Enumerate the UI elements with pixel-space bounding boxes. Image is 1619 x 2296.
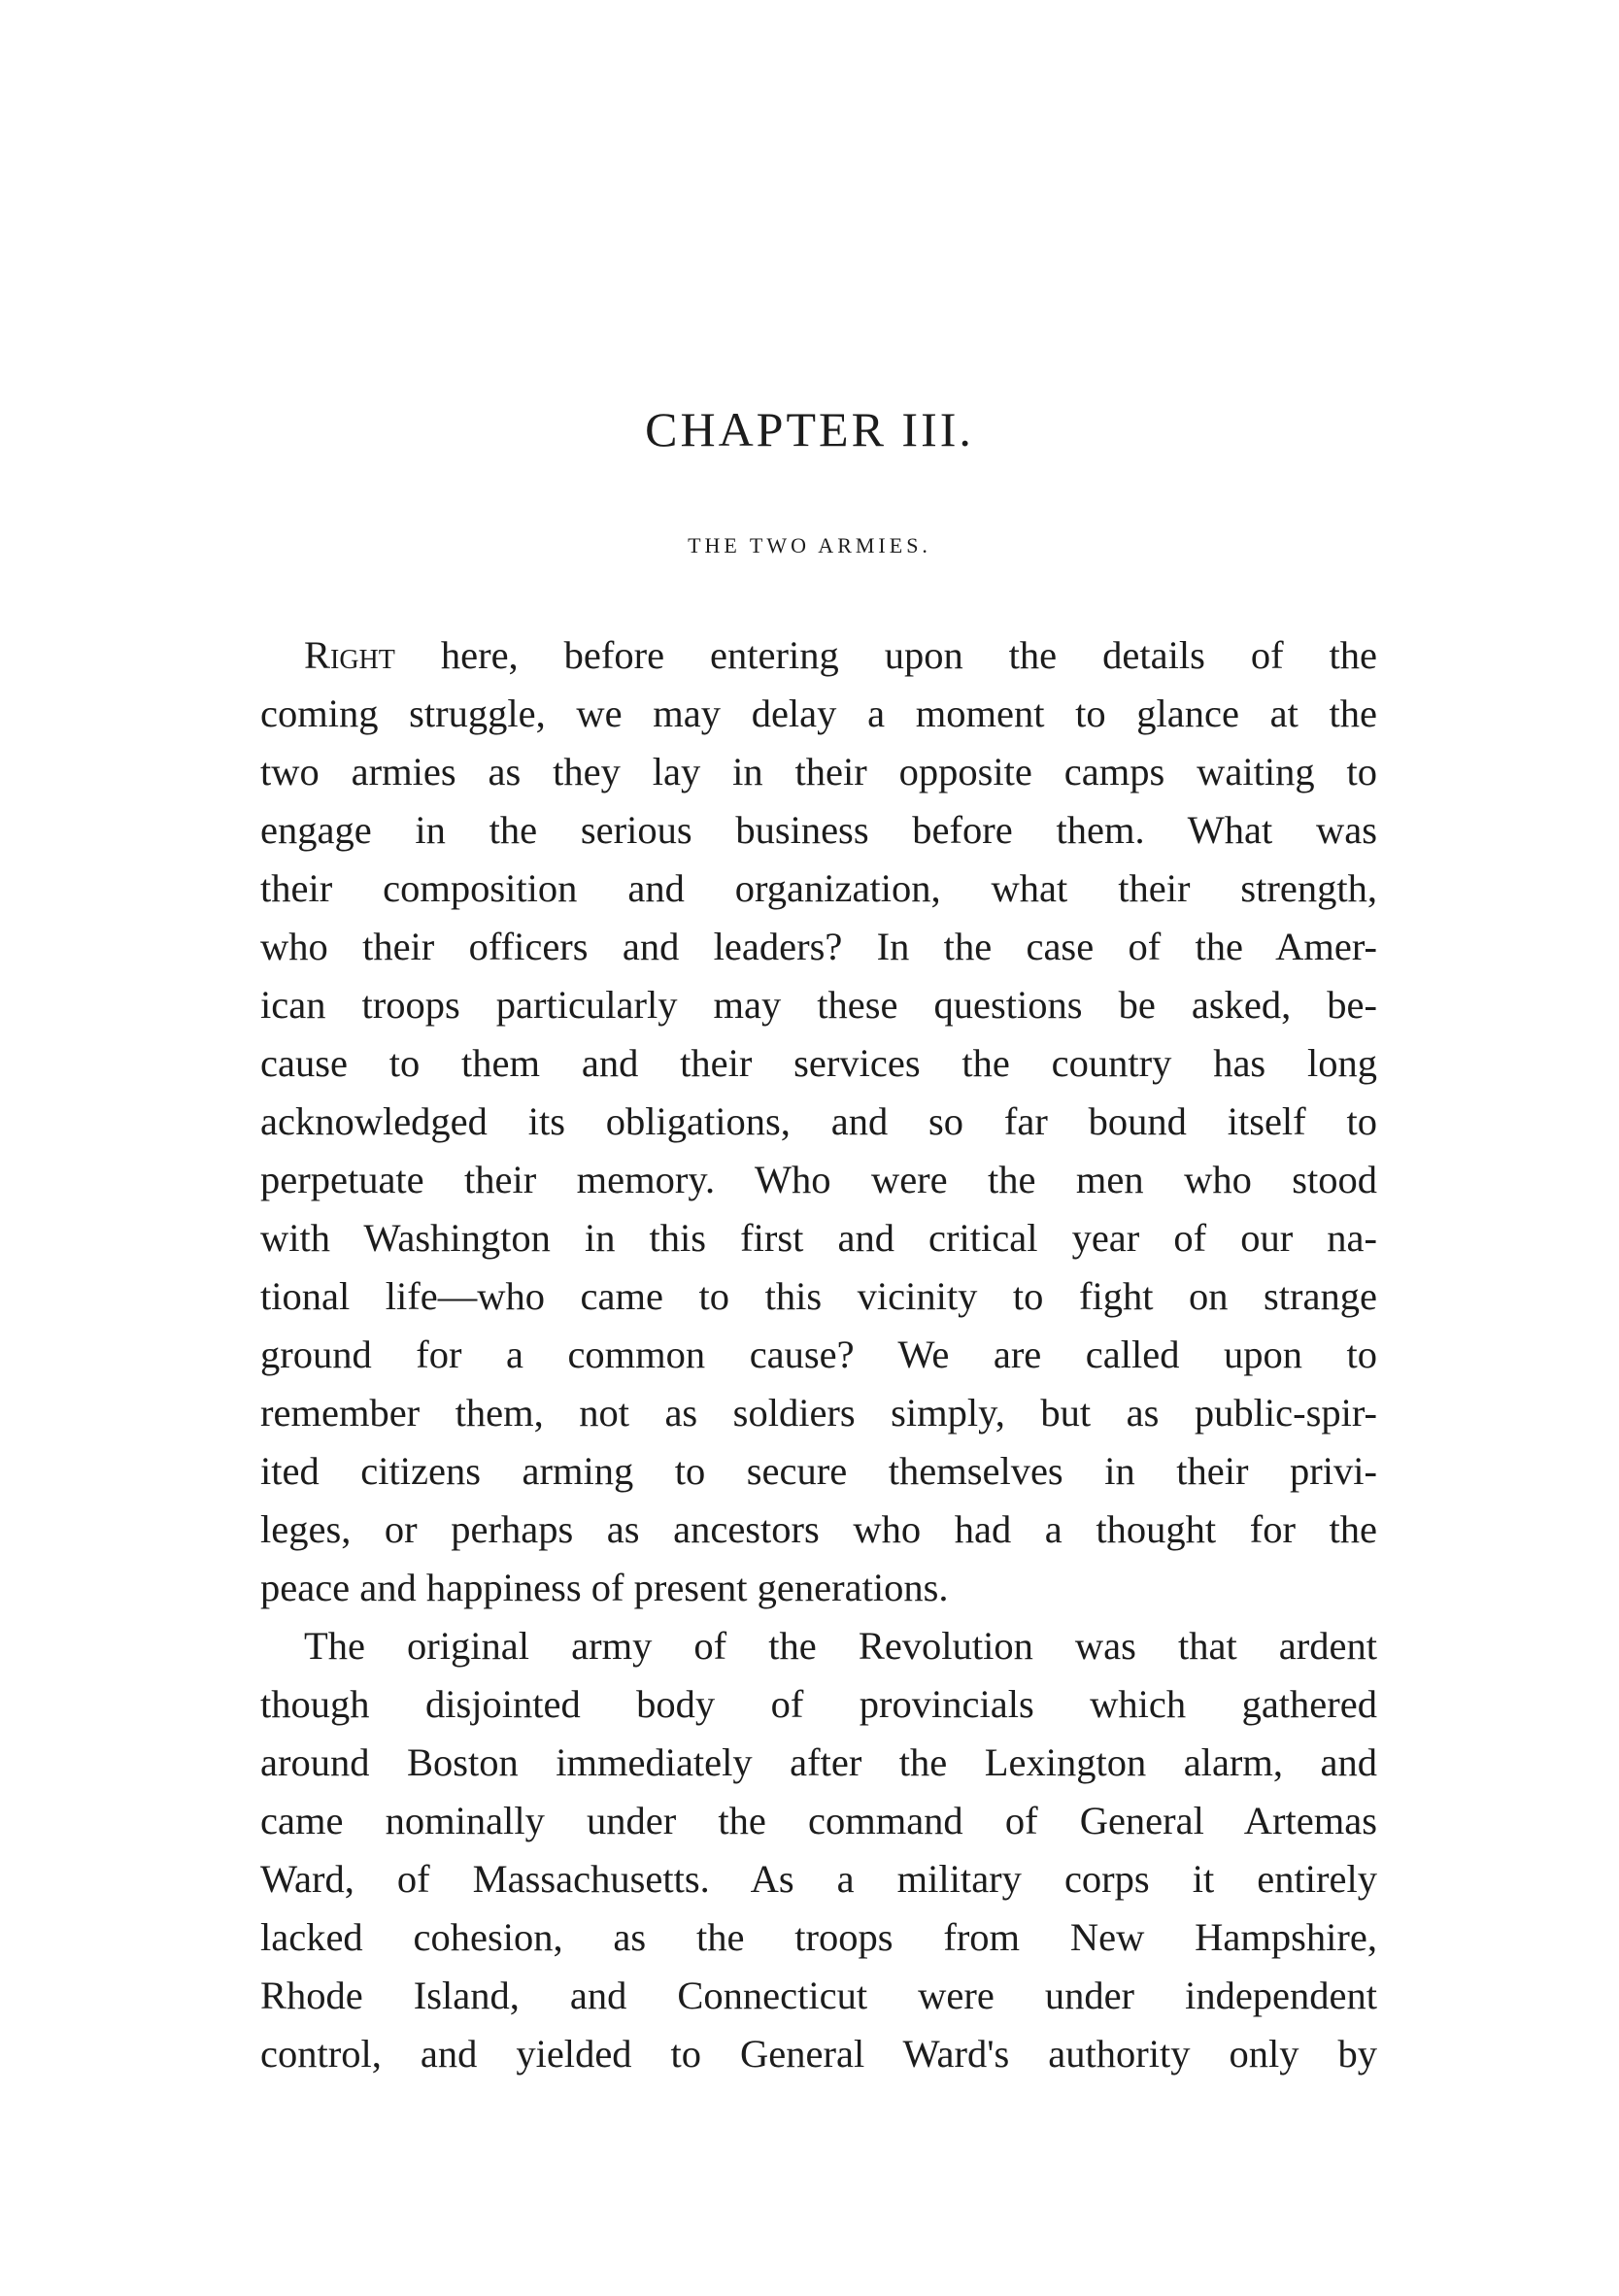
text-line: lacked cohesion, as the troops from New Hampshire,	[260, 1915, 1377, 1959]
text-line: peace and happiness of present generations.	[260, 1566, 949, 1609]
paragraph-1	[260, 626, 1377, 1617]
text-line: engage in the serious business before them. What was	[260, 808, 1377, 852]
text-line: The original army of the Revolution was that ardent	[304, 1624, 1377, 1668]
text-line: acknowledged its obligations, and so far bound itself to	[260, 1099, 1377, 1143]
text-line: came nominally under the command of General Artemas	[260, 1799, 1377, 1842]
text-line: control, and yielded to General Ward's authority only by	[260, 2032, 1377, 2076]
body-text	[260, 626, 1377, 2083]
text-line: cause to them and their services the country has long	[260, 1041, 1377, 1085]
chapter-subtitle: THE TWO ARMIES.	[688, 533, 931, 557]
text-line: leges, or perhaps as ancestors who had a thought for the	[260, 1507, 1377, 1551]
text-line: who their officers and leaders? In the case of the Amer-	[260, 925, 1377, 968]
text-line: two armies as they lay in their opposite camps waiting to	[260, 750, 1377, 793]
text-line: remember them, not as soldiers simply, but as public-spir-	[260, 1391, 1377, 1435]
text-line: ground for a common cause? We are called upon to	[260, 1333, 1377, 1376]
text-line: Rhode Island, and Connecticut were under independent	[260, 1974, 1377, 2017]
text-line: ican troops particularly may these questions be asked, be-	[260, 983, 1377, 1027]
text-line: Ward, of Massachusetts. As a military corps it entirely	[260, 1857, 1377, 1901]
text-line: tional life—who came to this vicinity to fight on strange	[260, 1274, 1377, 1318]
lead-word: Right	[304, 633, 395, 677]
text-line: coming struggle, we may delay a moment to glance at the	[260, 692, 1377, 735]
text-line: ited citizens arming to secure themselves in their privi-	[260, 1449, 1377, 1493]
text-line: with Washington in this first and critical year of our na-	[260, 1216, 1377, 1260]
text-line: Right here, before entering upon the details of the	[304, 633, 1377, 677]
text-line: though disjointed body of provincials which gathered	[260, 1682, 1377, 1726]
text-line: around Boston immediately after the Lexington alarm, and	[260, 1740, 1377, 1784]
text-line: their composition and organization, what their strength,	[260, 866, 1377, 910]
text-line: perpetuate their memory. Who were the men who stood	[260, 1158, 1377, 1201]
paragraph-2	[260, 1617, 1377, 2083]
chapter-title: CHAPTER III.	[645, 402, 974, 456]
